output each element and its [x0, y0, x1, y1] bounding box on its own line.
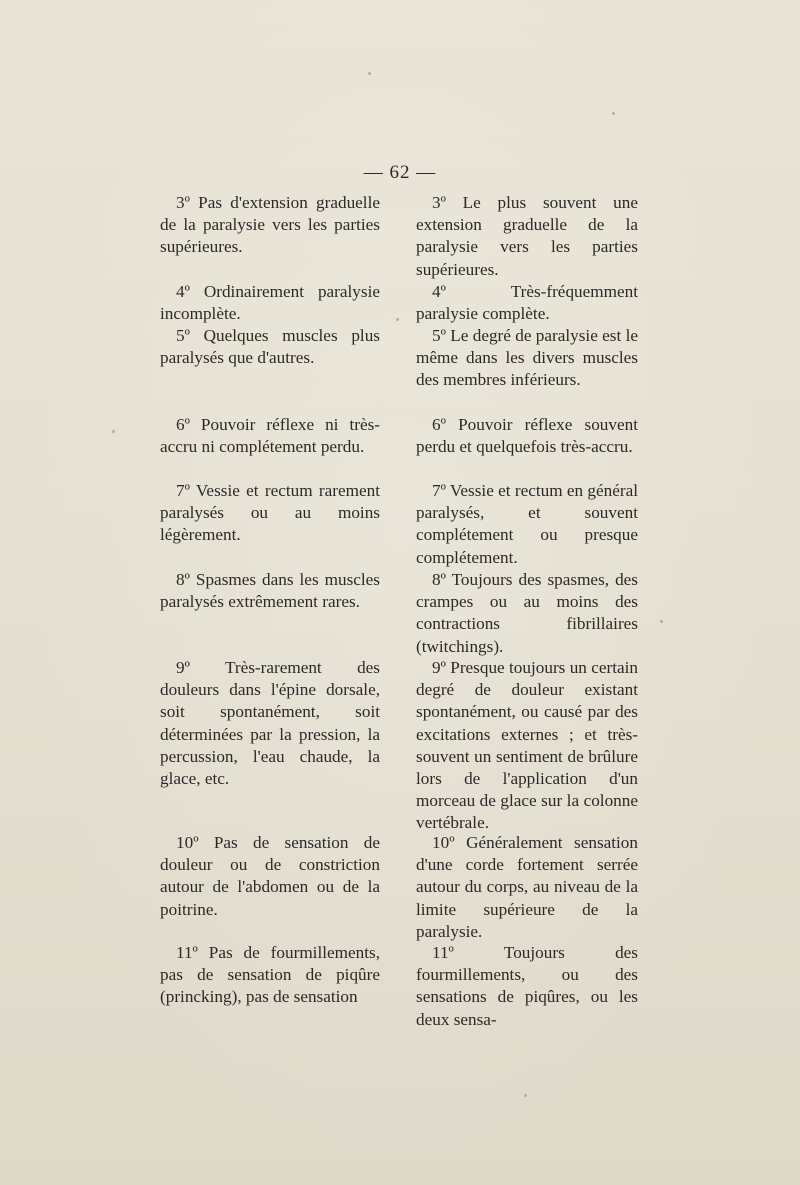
left-item-11: 11º Pas de fourmillements, pas de sensation de piqûre (princking), pas de sensation — [160, 943, 380, 1007]
right-item-7: 7º Vessie et rectum en général paralysés, et souvent complétement ou presque complétement. — [416, 481, 638, 567]
paper-speck — [112, 430, 115, 433]
right-item-3: 3º Le plus souvent une extension graduelle de la paralysie vers les parties supérieures. — [416, 193, 638, 279]
right-item-8: 8º Toujours des spasmes, des crampes ou au moins des contractions fibrillaires (twitchings). — [416, 570, 638, 656]
paper-speck — [396, 318, 399, 321]
left-item-9: 9º Très-rarement des douleurs dans l'épine dorsale, soit spontanément, soit déterminées par la pression, la percussion, l'eau chaude, la glace, etc. — [160, 658, 380, 789]
paper-speck — [368, 72, 371, 75]
right-item-5: 5º Le degré de paralysie est le même dans les divers muscles des membres inférieurs. — [416, 326, 638, 390]
left-item-8: 8º Spasmes dans les muscles paralysés extrêmement rares. — [160, 570, 380, 612]
right-item-10: 10º Généralement sensation d'une corde fortement serrée autour du corps, au niveau de la limite supérieure de la paralysie. — [416, 833, 638, 941]
paper-speck — [524, 1094, 527, 1097]
right-item-6: 6º Pouvoir réflexe souvent perdu et quelquefois très-accru. — [416, 415, 638, 457]
left-item-10: 10º Pas de sensation de douleur ou de constriction autour de l'abdomen ou de la poitrine. — [160, 833, 380, 919]
left-item-4: 4º Ordinairement paralysie incomplète. — [160, 282, 380, 324]
left-item-7: 7º Vessie et rectum rarement paralysés ou au moins légèrement. — [160, 481, 380, 545]
right-item-9: 9º Presque toujours un certain degré de douleur existant spontanément, ou causé par des excitations externes ; et très-souvent un sentiment de brûlure lors de l'application d'un morceau de glace sur la colonne vertébrale. — [416, 658, 638, 833]
paper-speck — [612, 112, 615, 115]
right-item-11: 11º Toujours des fourmillements, ou des sensations de piqûres, ou les deux sensa- — [416, 943, 638, 1029]
paper-speck — [660, 620, 663, 623]
left-item-5: 5º Quelques muscles plus paralysés que d'autres. — [160, 326, 380, 368]
page-number: — 62 — — [363, 162, 437, 183]
right-item-4: 4º Très-fréquemment paralysie complète. — [416, 282, 638, 324]
left-item-3: 3º Pas d'extension graduelle de la paralysie vers les parties supérieures. — [160, 193, 380, 257]
left-item-6: 6º Pouvoir réflexe ni très-accru ni complétement perdu. — [160, 415, 380, 457]
